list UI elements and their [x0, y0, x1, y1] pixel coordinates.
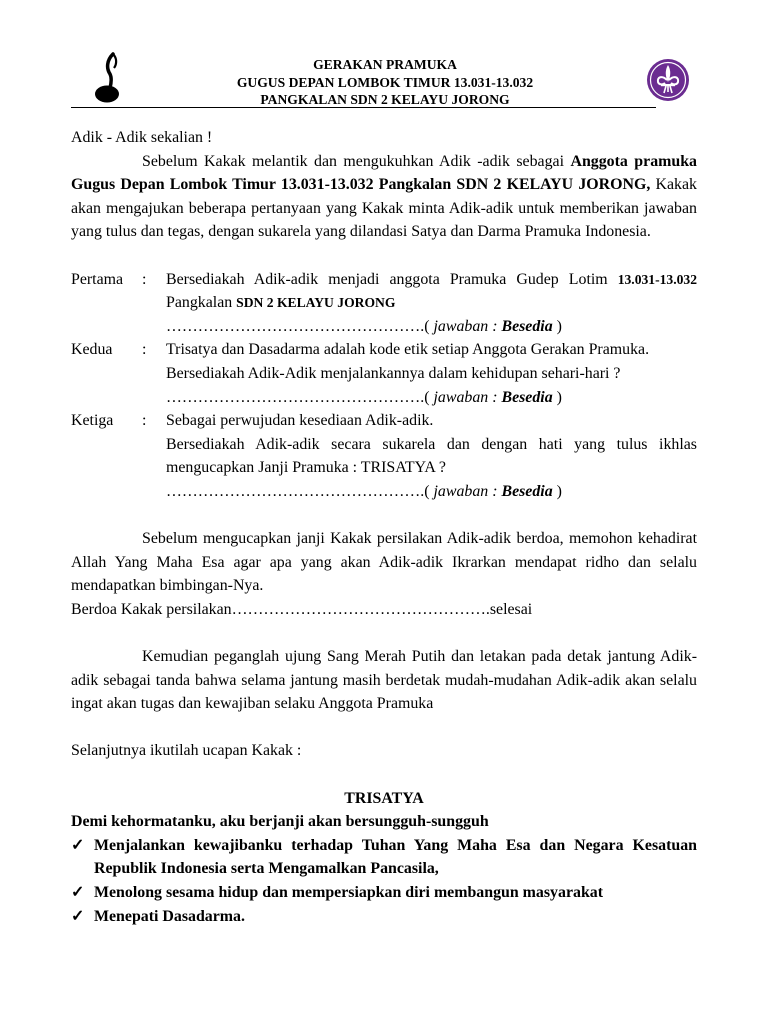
trisatya-item — [71, 905, 697, 929]
intro-bold-text: Anggota pramuka Gugus Depan Lombok Timur 13.031-13.032 Pangkalan SDN 2 KELAYU JORONG, — [71, 152, 697, 194]
answer-label: jawaban : — [429, 482, 502, 500]
question-colon: : — [142, 341, 147, 359]
answer-dots: ………………………………………….( — [166, 388, 430, 406]
intro-paragraph — [71, 150, 697, 244]
greeting: Adik - Adik sekalian ! — [71, 129, 213, 146]
question-2 — [71, 338, 697, 409]
answer-value: Besedia — [501, 388, 553, 406]
answer-line — [166, 480, 697, 504]
question-label: Kedua — [71, 341, 113, 359]
q1-text-d: SDN 2 KELAYU JORONG — [236, 295, 396, 311]
check-icon: ✓ — [71, 836, 85, 854]
letterhead — [130, 56, 640, 109]
header-pangkalan: PANGKALAN SDN 2 KELAYU JORONG — [260, 92, 510, 107]
check-icon: ✓ — [71, 884, 85, 901]
question-text: Bersediakah Adik-adik secara sukarela dan dengan hati yang tulus ikhlas mengucapkan Janji Pramuka : TRISATYA ? — [166, 435, 697, 477]
prayer-paragraph: Sebelum mengucapkan janji Kakak persilakan Adik-adik berdoa, memohon kehadirat Allah Yang Maha Esa agar apa yang akan Adik-adik Ikrarkan mendapat ridho dan selalu mendapatkan bimbingan-Nya. — [71, 530, 697, 595]
answer-value: Besedia — [501, 317, 553, 335]
document-body — [71, 126, 697, 928]
answer-label: jawaban : — [429, 388, 502, 406]
answer-line — [166, 315, 697, 339]
header-divider — [71, 107, 656, 108]
header-org: GERAKAN PRAMUKA — [313, 57, 457, 72]
question-3 — [71, 409, 697, 503]
answer-line — [166, 386, 697, 410]
trisatya-item-text: Menepati Dasadarma. — [94, 907, 245, 925]
check-icon: ✓ — [71, 907, 85, 925]
question-label: Ketiga — [71, 412, 114, 430]
scout-emblem-logo — [645, 54, 691, 106]
trisatya-oath: Demi kehormatanku, aku berjanji akan bersungguh-sungguh — [71, 813, 489, 831]
question-text: Sebagai perwujudan kesediaan Adik-adik. — [166, 412, 434, 430]
question-text: Trisatya dan Dasadarma adalah kode etik setiap Anggota Gerakan Pramuka. — [166, 341, 650, 359]
question-colon: : — [142, 412, 147, 430]
tunas-kelapa-logo — [93, 52, 127, 104]
intro-text-end: Kakak akan mengajukan beberapa pertanyaan yang Kakak minta Adik-adik untuk memberikan jawaban yang tulus dan tegas, dengan sukarela yang dilandasi Satya dan Darma Pramuka Indonesia. — [71, 176, 697, 241]
answer-dots: ………………………………………….( — [166, 317, 430, 335]
follow-instruction: Selanjutnya ikutilah ucapan Kakak : — [71, 742, 302, 760]
prayer-line: Berdoa Kakak persilakan………………………………………….selesai — [71, 600, 533, 618]
answer-close: ) — [552, 482, 562, 500]
answer-dots: ………………………………………….( — [166, 482, 430, 500]
trisatya-title: TRISATYA — [344, 789, 424, 807]
question-text: Bersediakah Adik-Adik menjalankannya dalam kehidupan sehari-hari ? — [166, 364, 621, 382]
q1-text-b: 13.031-13.032 — [617, 271, 697, 287]
trisatya-item-text: Menjalankan kewajibanku terhadap Tuhan Yang Maha Esa dan Negara Kesatuan Republik Indonesia serta Mengamalkan Pancasila, — [94, 836, 697, 878]
header-gudep: GUGUS DEPAN LOMBOK TIMUR 13.031-13.032 — [236, 74, 534, 90]
answer-label: jawaban : — [429, 317, 502, 335]
trisatya-item — [71, 881, 697, 905]
answer-close: ) — [552, 388, 562, 406]
trisatya-item — [71, 834, 697, 881]
q1-text-c: Pangkalan — [166, 294, 237, 312]
flag-paragraph: Kemudian peganglah ujung Sang Merah Putih dan letakan pada detak jantung Adik-adik sebagai tanda bahwa selama jantung masih berdetak mudah-mudahan Adik-adik akan selalu ingat akan tugas dan kewajiban selaku Anggota Pramuka — [71, 648, 697, 713]
question-1 — [71, 268, 697, 339]
answer-value: Besedia — [501, 482, 553, 500]
q1-text-a: Bersediakah Adik-adik menjadi anggota Pramuka Gudep Lotim — [166, 270, 618, 288]
question-label: Pertama — [71, 270, 124, 288]
answer-close: ) — [552, 317, 562, 335]
intro-text: Sebelum Kakak melantik dan mengukuhkan Adik -adik sebagai — [142, 152, 571, 170]
question-text — [166, 268, 697, 315]
question-colon: : — [142, 270, 147, 288]
trisatya-item-text: Menolong sesama hidup dan mempersiapkan diri membangun masyarakat — [94, 884, 604, 901]
